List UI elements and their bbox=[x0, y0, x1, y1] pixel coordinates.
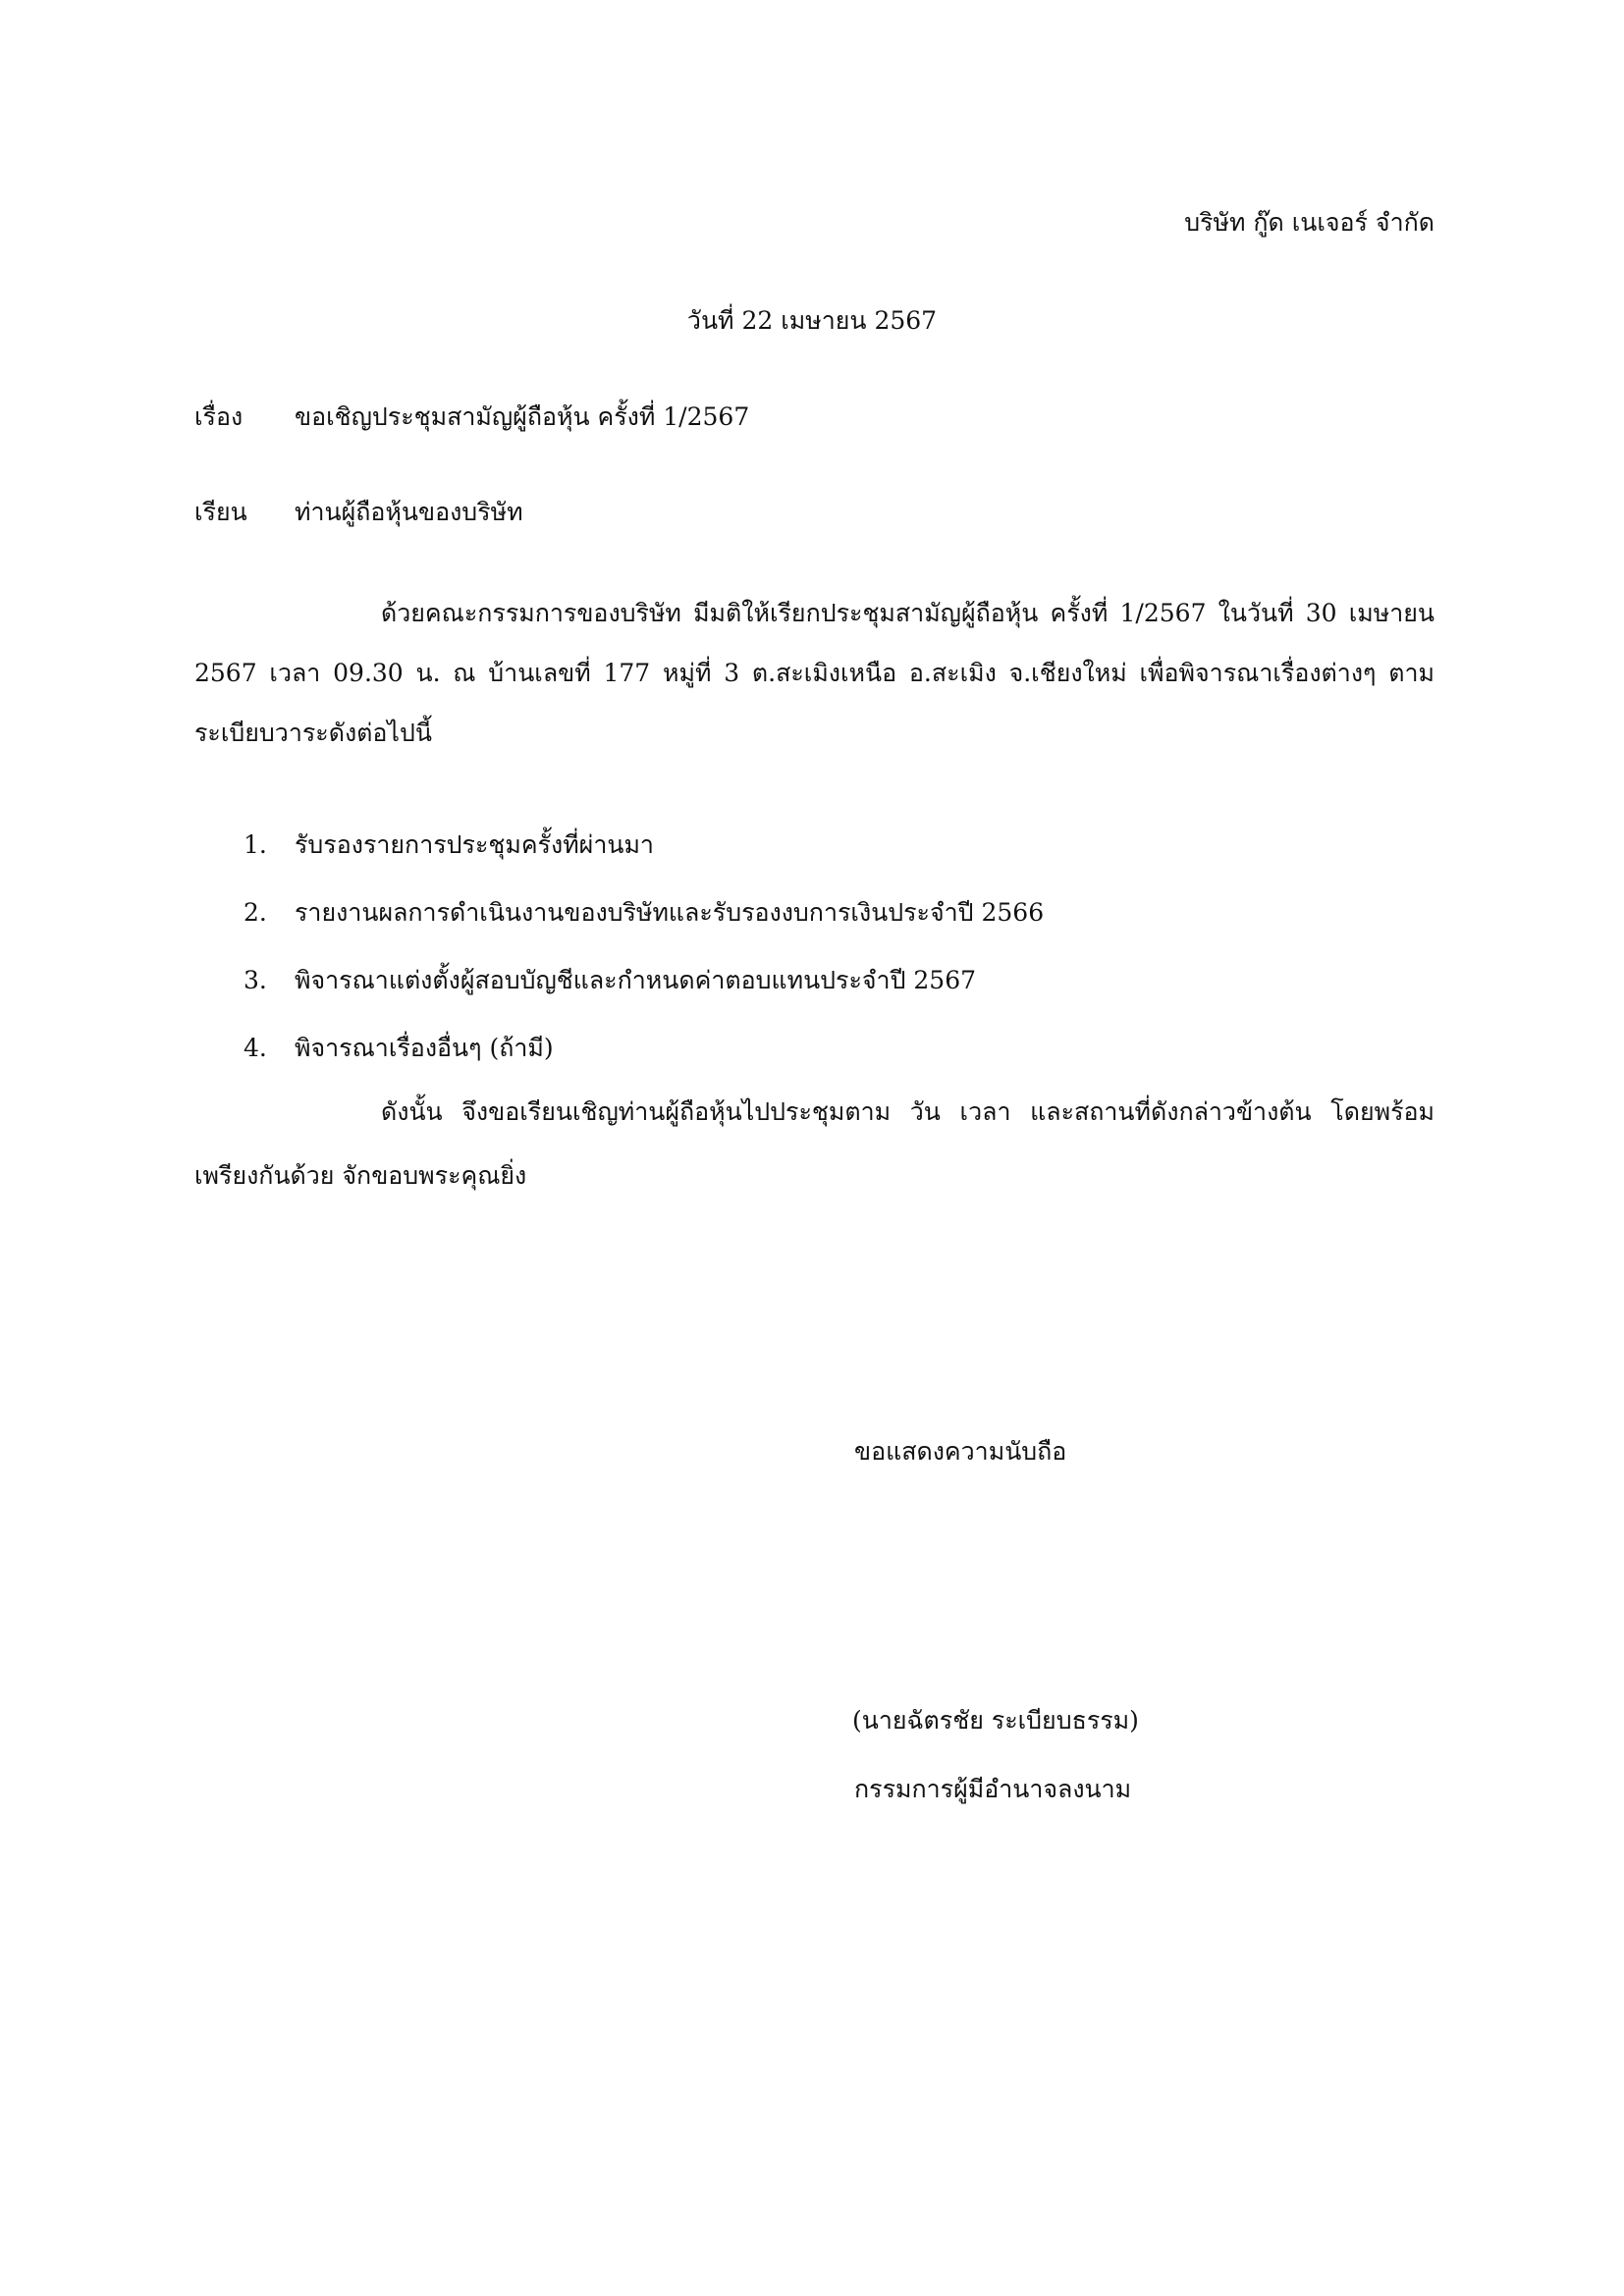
subject-text: ขอเชิญประชุมสามัญผู้ถือหุ้น ครั้งที่ 1/2567 bbox=[295, 402, 750, 431]
letter-date: วันที่ 22 เมษายน 2567 bbox=[686, 306, 938, 335]
recipient-label: เรียน bbox=[194, 498, 247, 526]
agenda-item-number: 3. bbox=[244, 966, 267, 994]
agenda-item-text: รายงานผลการดำเนินงานของบริษัทและรับรองงบการเงินประจำปี 2566 bbox=[295, 898, 1045, 927]
recipient-text: ท่านผู้ถือหุ้นของบริษัท bbox=[295, 498, 523, 526]
body-paragraph: ด้วยคณะกรรมการของบริษัท มีมติให้เรียกประชุมสามัญผู้ถือหุ้น ครั้งที่ 1/2567 ในวันที่ 30 เมษายน 2567 เวลา 09.30 น. ณ บ้านเลขที่ 177 หมู่ที่ 3 ต.สะเมิงเหนือ อ.สะเมิง จ.เชียงใหม่ เพื่อพิจารณาเรื่องต่างๆ ตามระเบียบวาระดังต่อไปนี้ bbox=[194, 599, 1435, 747]
agenda-item-text: พิจารณาแต่งตั้งผู้สอบบัญชีและกำหนดค่าตอบแทนประจำปี 2567 bbox=[295, 966, 977, 994]
agenda-item-number: 2. bbox=[244, 898, 267, 927]
agenda-item-number: 1. bbox=[244, 830, 267, 859]
agenda-item bbox=[244, 890, 1044, 958]
agenda-item bbox=[244, 823, 1044, 890]
signer-position: กรรมการผู้มีอำนาจลงนาม bbox=[854, 1775, 1132, 1803]
signer-name: (นายฉัตรชัย ระเบียบธรรม) bbox=[852, 1706, 1139, 1735]
company-name: บริษัท กู๊ด เนเจอร์ จำกัด bbox=[1184, 208, 1435, 237]
closing-paragraph: ดังนั้น จึงขอเรียนเชิญท่านผู้ถือหุ้นไปประชุมตาม วัน เวลา และสถานที่ดังกล่าวข้างต้น โดยพร้อมเพรียงกันด้วย จักขอบพระคุณยิ่ง bbox=[194, 1097, 1435, 1190]
agenda-item-text: พิจารณาเรื่องอื่นๆ (ถ้ามี) bbox=[295, 1034, 554, 1062]
agenda-item-number: 4. bbox=[244, 1034, 267, 1062]
agenda-item-text: รับรองรายการประชุมครั้งที่ผ่านมา bbox=[295, 830, 654, 859]
subject-label: เรื่อง bbox=[194, 402, 244, 431]
regards-text: ขอแสดงความนับถือ bbox=[854, 1437, 1067, 1466]
agenda-item bbox=[244, 958, 1044, 1026]
agenda-list bbox=[244, 823, 1044, 1094]
